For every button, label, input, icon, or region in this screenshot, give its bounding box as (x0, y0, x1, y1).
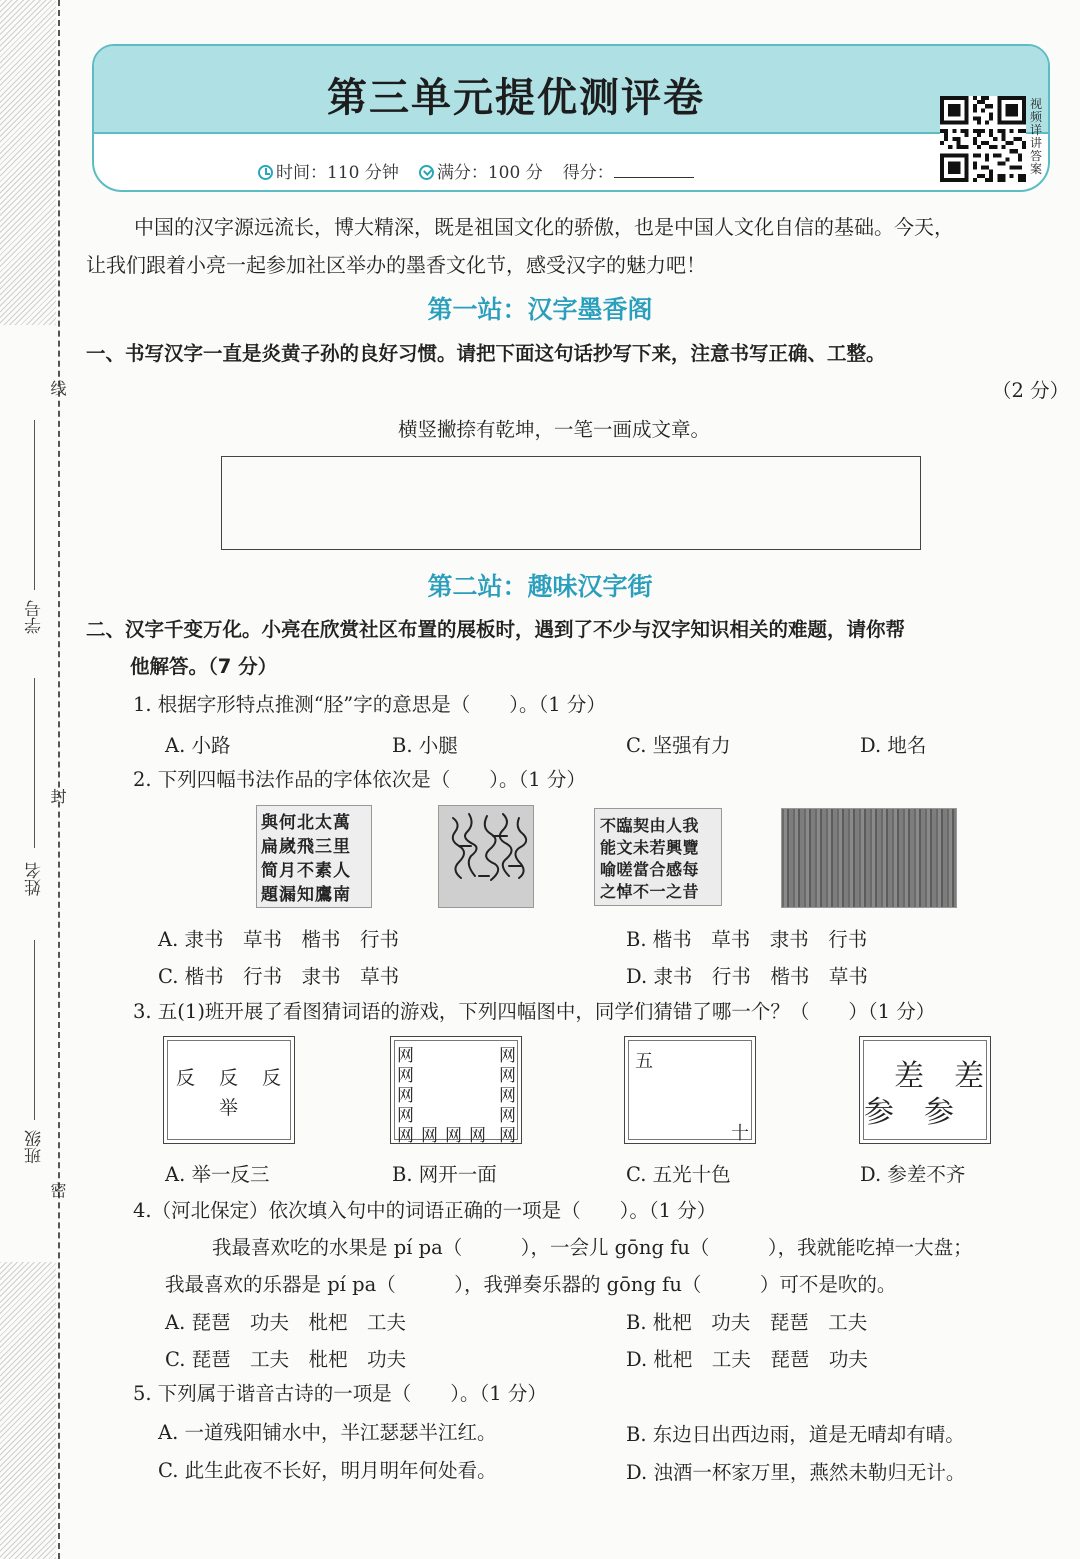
net-char: 网 (445, 1126, 462, 1146)
net-char: 网 (499, 1066, 516, 1086)
sub4-option-c[interactable]: C. 琵琶 工夫 枇杷 功夫 (165, 1348, 407, 1371)
question-2-line-2: 他解答。（7 分） (130, 655, 278, 678)
sub3-option-d[interactable]: D. 参差不齐 (860, 1163, 966, 1186)
check-circle-icon (419, 165, 434, 180)
intro-line-2: 让我们跟着小亮一起参加社区举办的墨香文化节，感受汉字的魅力吧！ (86, 253, 706, 277)
sub1-option-a[interactable]: A. 小路 (165, 734, 231, 757)
name-line (34, 678, 35, 848)
box-d-char-1: 差 (894, 1059, 924, 1094)
calligraphy-image-1 (256, 805, 372, 908)
hatch-top (0, 0, 56, 325)
sub3-option-c[interactable]: C. 五光十色 (626, 1163, 731, 1186)
class-line (34, 940, 35, 1120)
calligraphy-image-2 (438, 805, 534, 908)
clock-icon (258, 165, 273, 180)
score-blank[interactable] (614, 162, 694, 178)
question-1-text: 一、书写汉字一直是炎黄子孙的良好习惯。请把下面这句话抄写下来，注意书写正确、工整。 (86, 342, 886, 365)
sub-question-2: 2. 下列四幅书法作品的字体依次是（ ）。（1 分） (133, 768, 586, 791)
net-char: 网 (499, 1106, 516, 1126)
sub4-sentence-2: 我最喜欢的乐器是 pí pa（ ），我弹奏乐器的 gōng fu（ ）可不是吹的。 (165, 1273, 897, 1296)
box-a-char-3: 反 (262, 1067, 282, 1089)
box-d-char-2: 参 (864, 1095, 894, 1130)
net-char: 网 (499, 1126, 516, 1146)
guess-box-d (859, 1036, 991, 1144)
intro-line-1: 中国的汉字源远流长，博大精深，既是祖国文化的骄傲，也是中国人文化自信的基础。今天， (134, 215, 954, 239)
sub3-option-b[interactable]: B. 网开一面 (392, 1163, 497, 1186)
station-1-title: 第一站：汉字墨香阁 (427, 295, 653, 324)
box-d-char-3: 差 (954, 1059, 984, 1094)
page-title: 第三单元提优测评卷 (327, 74, 705, 121)
student-id-line (34, 420, 35, 590)
score-info (563, 158, 694, 183)
net-char: 网 (397, 1126, 414, 1146)
question-2-line-1: 二、汉字千变万化。小亮在欣赏社区布置的展板时，遇到了不少与汉字知识相关的难题，请你帮 (86, 618, 906, 641)
sub5-option-c[interactable]: C. 此生此夜不长好，明月明年何处看。 (158, 1459, 497, 1482)
writing-answer-box[interactable] (221, 456, 921, 550)
guess-box-c (624, 1036, 756, 1144)
calligraphy-image-3 (594, 808, 722, 906)
sub1-option-d[interactable]: D. 地名 (860, 734, 927, 757)
sub5-option-b[interactable]: B. 东边日出西边雨，道是无晴却有晴。 (626, 1423, 965, 1446)
guess-box-b (390, 1036, 522, 1144)
sub4-sentence-1: 我最喜欢吃的水果是 pí pa（ ），一会儿 gōng fu（ ），我就能吃掉一大盘； (212, 1236, 973, 1259)
time-label: 时间：110 分钟 (276, 163, 399, 183)
name-label: 姓名 (25, 862, 45, 896)
net-char: 网 (421, 1126, 438, 1146)
net-char: 网 (397, 1046, 414, 1066)
net-char: 网 (499, 1086, 516, 1106)
sub2-option-c[interactable]: C. 楷书 行书 隶书 草书 (158, 965, 400, 988)
sub-question-4: 4.（河北保定）依次填入句中的词语正确的一项是（ ）。（1 分） (133, 1199, 717, 1222)
exam-info-row (258, 158, 694, 183)
sub-question-1: 1. 根据字形特点推测“胫”字的意思是（ ）。（1 分） (133, 693, 606, 716)
full-score-label: 满分：100 分 (436, 163, 543, 183)
sub2-option-a[interactable]: A. 隶书 草书 楷书 行书 (158, 928, 399, 951)
full-score-info (419, 158, 543, 183)
box-a-char-1: 反 (176, 1067, 196, 1089)
sub-question-3: 3. 五(1)班开展了看图猜词语的游戏，下列四幅图中，同学们猜错了哪一个？（ ）（1 分） (133, 1000, 936, 1023)
cut-label-line: 线 (48, 380, 67, 396)
cut-dashed-line (58, 0, 60, 1559)
sub3-option-a[interactable]: A. 举一反三 (165, 1163, 270, 1186)
sub5-option-d[interactable]: D. 浊酒一杯家万里，燕然未勒归无计。 (626, 1461, 966, 1484)
qr-caption: 视频详讲答案 (1030, 97, 1043, 176)
box-d-char-4: 参 (924, 1095, 954, 1130)
net-char: 网 (397, 1106, 414, 1126)
station-2-title: 第二站：趣味汉字街 (427, 572, 653, 601)
hatch-bottom (0, 1262, 56, 1559)
calligraphy-1-text: 與何北太萬 扁嵗飛三里 简月不素人 題漏知鷹南 (261, 813, 351, 905)
calligraphy-3-text: 不臨契由人我 能文未若興覽 喻嗟當合感每 之悼不一之昔 (600, 816, 700, 901)
time-info (258, 158, 399, 183)
sub4-option-a[interactable]: A. 琵琶 功夫 枇杷 工夫 (165, 1311, 406, 1334)
sub5-option-a[interactable]: A. 一道残阳铺水中，半江瑟瑟半江红。 (158, 1421, 497, 1444)
sub2-option-d[interactable]: D. 隶书 行书 楷书 草书 (626, 965, 868, 988)
class-label: 班级 (25, 1130, 45, 1164)
box-c-char-five: 五 (635, 1051, 653, 1072)
sub1-option-c[interactable]: C. 坚强有力 (626, 734, 731, 757)
net-char: 网 (499, 1046, 516, 1066)
student-id-label: 学号 (25, 600, 45, 634)
net-char: 网 (397, 1086, 414, 1106)
question-1-points: （2 分） (992, 379, 1070, 402)
copy-sentence: 横竖撇捺有乾坤，一笔一画成文章。 (398, 418, 711, 441)
net-char: 网 (397, 1066, 414, 1086)
sub4-option-b[interactable]: B. 枇杷 功夫 琵琶 工夫 (626, 1311, 868, 1334)
guess-box-a (163, 1036, 295, 1144)
cut-label-secret: 密 (48, 1182, 67, 1198)
sub4-option-d[interactable]: D. 枇杷 工夫 琵琶 功夫 (626, 1348, 868, 1371)
qr-code-icon[interactable] (940, 96, 1026, 182)
box-c-char-ten: 十 (731, 1123, 749, 1144)
sub-question-5: 5. 下列属于谐音古诗的一项是（ ）。（1 分） (133, 1382, 547, 1405)
guess-box-a-inner (167, 1040, 291, 1140)
box-a-char-2: 反 (219, 1067, 239, 1089)
score-label: 得分： (562, 163, 614, 183)
calligraphy-image-4 (781, 808, 957, 908)
cursive-strokes (439, 806, 535, 909)
sub2-option-b[interactable]: B. 楷书 草书 隶书 行书 (626, 928, 868, 951)
box-a-char-4: 举 (219, 1097, 239, 1119)
cut-label-seal: 封 (48, 788, 67, 804)
net-char: 网 (469, 1126, 486, 1146)
sub1-option-b[interactable]: B. 小腿 (392, 734, 458, 757)
